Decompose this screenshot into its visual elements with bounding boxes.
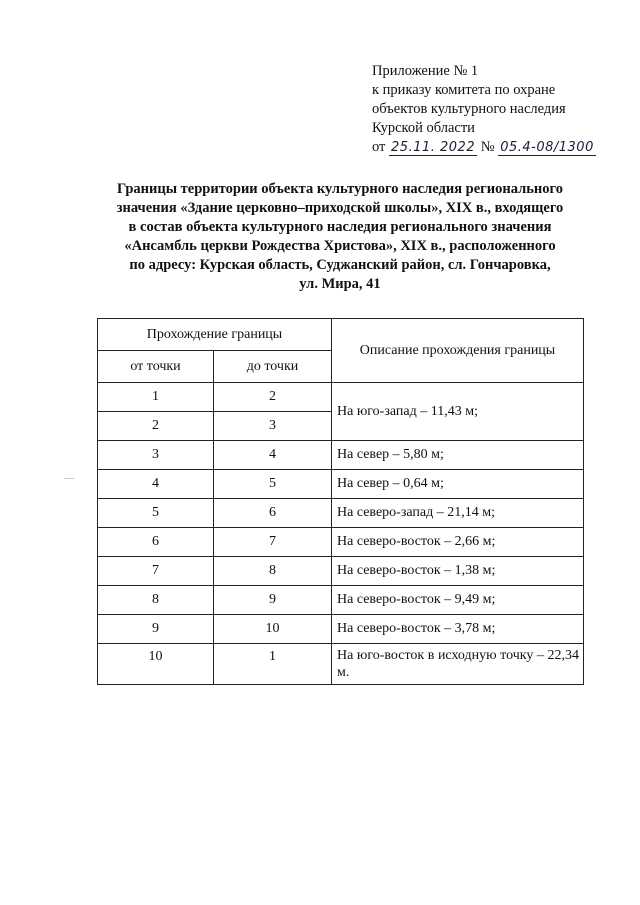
header-to-point: до точки — [214, 351, 332, 383]
table-row — [98, 557, 584, 586]
cell-to: 9 — [214, 586, 332, 615]
table-row — [98, 499, 584, 528]
cell-to: 8 — [214, 557, 332, 586]
cell-to: 5 — [214, 470, 332, 499]
appendix-line: объектов культурного наследия — [372, 101, 566, 117]
header-from-point: от точки — [98, 351, 214, 383]
table-row — [98, 586, 584, 615]
cell-description: На северо-восток – 1,38 м; — [332, 557, 584, 586]
cell-to: 4 — [214, 441, 332, 470]
appendix-block — [372, 62, 632, 157]
number-prefix: № — [480, 139, 495, 155]
cell-to: 2 — [214, 383, 332, 412]
cell-from: 5 — [98, 499, 214, 528]
header-boundary-passage: Прохождение границы — [98, 319, 332, 351]
cell-from: 3 — [98, 441, 214, 470]
table-row — [98, 470, 584, 499]
table-row — [98, 615, 584, 644]
cell-description: На северо-запад – 21,14 м; — [332, 499, 584, 528]
cell-to: 3 — [214, 412, 332, 441]
cell-description: На юго-восток в исходную точку – 22,34 м. — [332, 644, 584, 685]
table-row — [98, 528, 584, 557]
cell-to: 6 — [214, 499, 332, 528]
cell-from: 9 — [98, 615, 214, 644]
title-line: значения «Здание церковно–приходской школы», XIX в., входящего — [116, 200, 564, 216]
title-line: по адресу: Курская область, Суджанский район, сл. Гончаровка, — [129, 257, 551, 273]
handwritten-date: 25.11. 2022 — [391, 140, 476, 155]
scan-mark — [64, 478, 74, 479]
cell-description: На северо-восток – 3,78 м; — [332, 615, 584, 644]
cell-from: 8 — [98, 586, 214, 615]
title-line: Границы территории объекта культурного наследия регионального — [117, 181, 563, 197]
cell-from: 6 — [98, 528, 214, 557]
header-description: Описание прохождения границы — [332, 319, 584, 383]
table-row — [98, 644, 584, 685]
cell-from: 2 — [98, 412, 214, 441]
cell-description: На северо-восток – 9,49 м; — [332, 586, 584, 615]
title-line: ул. Мира, 41 — [299, 276, 381, 292]
appendix-line: Курской области — [372, 120, 475, 136]
cell-from: 4 — [98, 470, 214, 499]
boundary-table — [97, 318, 584, 685]
appendix-line: к приказу комитета по охране — [372, 82, 556, 98]
cell-from: 1 — [98, 383, 214, 412]
cell-description: На северо-восток – 2,66 м; — [332, 528, 584, 557]
cell-from: 10 — [98, 644, 214, 685]
title-line: в состав объекта культурного наследия регионального значения — [128, 219, 552, 235]
table-row — [98, 383, 584, 412]
cell-description: На юго-запад – 11,43 м; — [332, 383, 584, 441]
handwritten-order-number: 05.4-08/1300 — [500, 140, 594, 155]
cell-to: 1 — [214, 644, 332, 685]
appendix-line: Приложение № 1 — [372, 63, 479, 79]
cell-to: 10 — [214, 615, 332, 644]
cell-description: На север – 5,80 м; — [332, 441, 584, 470]
appendix-date-line — [372, 138, 632, 157]
document-title — [95, 180, 585, 294]
table-row — [98, 441, 584, 470]
cell-description: На север – 0,64 м; — [332, 470, 584, 499]
cell-to: 7 — [214, 528, 332, 557]
title-line: «Ансамбль церкви Рождества Христова», XIX в., расположенного — [124, 238, 556, 254]
cell-from: 7 — [98, 557, 214, 586]
date-prefix: от — [372, 139, 386, 155]
